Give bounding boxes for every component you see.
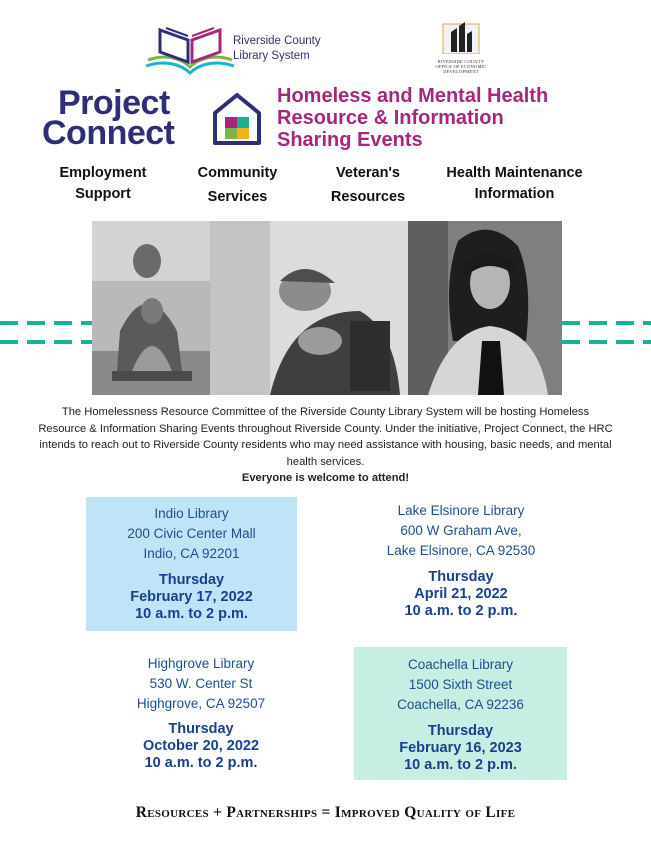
location-card-indio bbox=[86, 497, 297, 631]
location-city: Lake Elsinore, CA 92530 bbox=[386, 543, 536, 558]
event-headline: Homeless and Mental Health Resource & Information Sharing Events bbox=[277, 85, 549, 151]
footer-tagline: Resources + Partnerships = Improved Quality of Life bbox=[135, 804, 516, 821]
location-card-coachella bbox=[354, 647, 567, 780]
oed-name-line1: RIVERSIDE COUNTY bbox=[437, 59, 485, 64]
welcome-statement: Everyone is welcome to attend! bbox=[241, 472, 410, 484]
location-address: 530 W. Center St bbox=[149, 676, 253, 691]
event-day: Thursday bbox=[168, 721, 234, 737]
location-city: Coachella, CA 92236 bbox=[397, 697, 524, 712]
category-health-maintenance: Health Maintenance Information bbox=[446, 165, 583, 202]
photo-mother-and-child bbox=[92, 221, 210, 395]
decorative-dash-line bbox=[562, 321, 651, 325]
building-icon bbox=[441, 18, 481, 54]
category-veterans-resources: Veteran's Resources bbox=[330, 165, 406, 205]
description-text: The Homelessness Resource Committee of the Riverside County Library System will be hosting Homeless Resource & Information Sharing Events throughout Riverside County. Under the initiative, Project Connect, the HRC intends to reach out to Riverside County residents who may need assistance with housing, basic needs, and mental health services. bbox=[38, 406, 613, 468]
puzzle-house-icon bbox=[212, 92, 262, 146]
location-address: 200 Civic Center Mall bbox=[127, 526, 256, 541]
oed-name-line2: OFFICE OF ECONOMIC DEVELOPMENT bbox=[435, 64, 487, 74]
event-day: Thursday bbox=[427, 723, 494, 739]
event-date: October 20, 2022 bbox=[142, 738, 260, 754]
event-date: February 17, 2022 bbox=[130, 589, 253, 605]
location-name: Coachella Library bbox=[407, 657, 514, 672]
event-date: February 16, 2023 bbox=[399, 740, 522, 756]
economic-development-logo bbox=[420, 18, 502, 74]
category-employment-support: Employment Support bbox=[59, 165, 147, 202]
event-date: April 21, 2022 bbox=[414, 586, 508, 602]
location-city: Indio, CA 92201 bbox=[143, 546, 240, 561]
location-card-lake-elsinore bbox=[356, 497, 566, 627]
location-address: 1500 Sixth Street bbox=[408, 677, 513, 692]
location-name: Lake Elsinore Library bbox=[397, 503, 525, 518]
category-community-services: Community Services bbox=[197, 165, 278, 205]
event-day: Thursday bbox=[158, 572, 225, 588]
event-day: Thursday bbox=[428, 569, 494, 585]
decorative-dash-line bbox=[562, 340, 651, 344]
location-card-highgrove bbox=[96, 654, 306, 779]
location-name: Highgrove Library bbox=[147, 656, 255, 671]
library-system-name: Riverside County Library System bbox=[233, 35, 321, 62]
photo-man-in-cap bbox=[210, 221, 408, 395]
location-address: 600 W Graham Ave, bbox=[400, 523, 522, 538]
project-connect-wordmark: Project Connect bbox=[42, 84, 175, 152]
event-time: 10 a.m. to 2 p.m. bbox=[135, 606, 248, 622]
photo-young-woman bbox=[408, 221, 562, 395]
open-book-icon bbox=[140, 22, 235, 80]
decorative-dash-line bbox=[0, 321, 92, 325]
event-time: 10 a.m. to 2 p.m. bbox=[404, 603, 518, 619]
location-name: Indio Library bbox=[154, 506, 229, 521]
event-time: 10 a.m. to 2 p.m. bbox=[404, 757, 517, 773]
location-city: Highgrove, CA 92507 bbox=[136, 696, 266, 711]
event-description bbox=[38, 404, 613, 487]
event-time: 10 a.m. to 2 p.m. bbox=[144, 755, 258, 771]
decorative-dash-line bbox=[0, 340, 92, 344]
